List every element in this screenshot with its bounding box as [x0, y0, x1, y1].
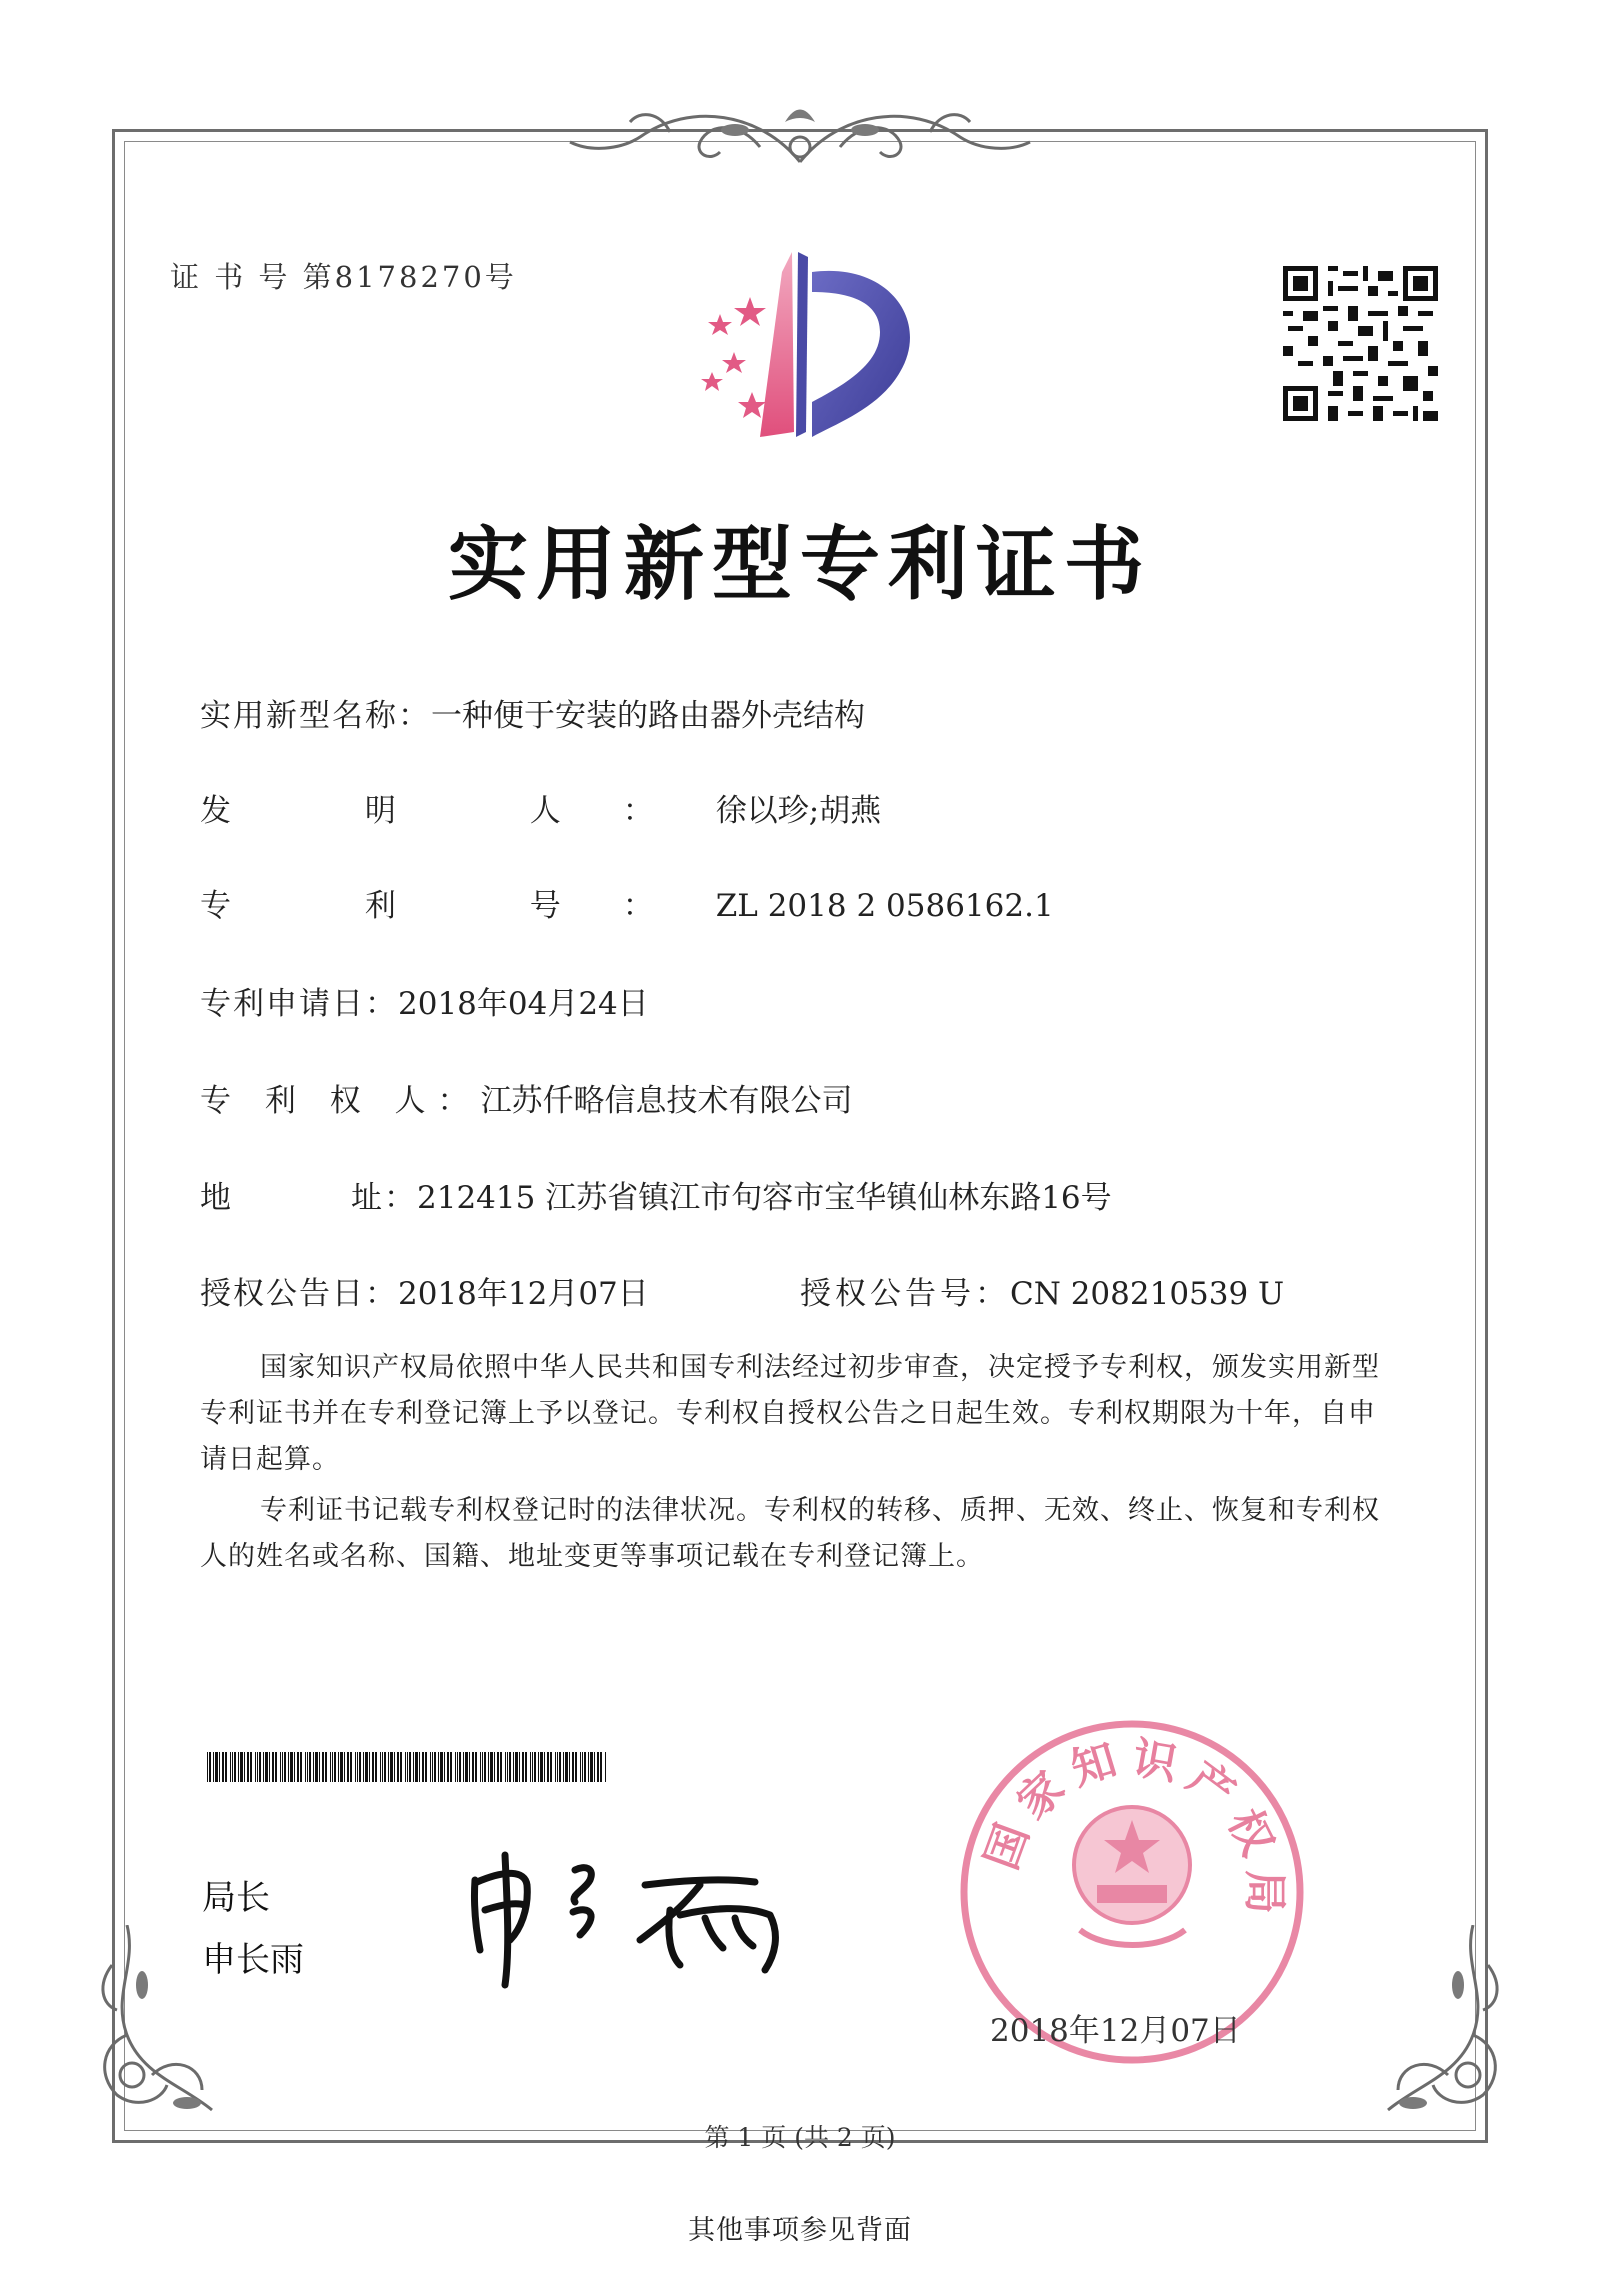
barcode-bar [434, 1752, 436, 1782]
application-date-row [200, 978, 649, 1023]
barcode-bar [225, 1752, 227, 1782]
application-date-value: 2018年04月24日 [398, 986, 649, 1022]
barcode-bar [244, 1752, 245, 1782]
barcode-bar [309, 1752, 311, 1782]
barcode-bar [319, 1752, 320, 1782]
publication-number-row [800, 1268, 1284, 1313]
barcode-bar [280, 1752, 281, 1782]
barcode-bar [234, 1752, 236, 1782]
barcode-bar [290, 1752, 293, 1782]
barcode-bar [222, 1752, 224, 1782]
barcode-bar [534, 1752, 536, 1782]
top-ornament [560, 92, 1040, 182]
barcode-bar [572, 1752, 574, 1782]
barcode-bar [432, 1752, 433, 1782]
barcode-bar [494, 1752, 495, 1782]
barcode-bar [365, 1752, 368, 1782]
seal-char: 局 [1239, 1870, 1290, 1914]
barcode-bar [407, 1752, 408, 1782]
barcode-bar [575, 1752, 577, 1782]
barcode-bar [505, 1752, 506, 1782]
barcode-bar [550, 1752, 552, 1782]
barcode-bar [215, 1752, 218, 1782]
barcode-bar [250, 1752, 252, 1782]
barcode-bar [600, 1752, 602, 1782]
barcode-bar [525, 1752, 527, 1782]
barcode-bar [282, 1752, 283, 1782]
barcode-bar [490, 1752, 493, 1782]
barcode-bar [497, 1752, 499, 1782]
barcode-bar [375, 1752, 377, 1782]
patentee-value: 江苏仟略信息技术有限公司 [480, 1083, 853, 1119]
barcode-bar [472, 1752, 474, 1782]
barcode-bar [322, 1752, 324, 1782]
barcode-bar [430, 1752, 431, 1782]
grant-date-row [200, 1268, 649, 1313]
inventor-label: 发 明 人： [200, 793, 716, 829]
barcode-bar [484, 1752, 486, 1782]
inventor-row [200, 785, 881, 830]
address-row [200, 1172, 1112, 1217]
barcode-bar [350, 1752, 352, 1782]
barcode-bar [213, 1752, 214, 1782]
barcode-bar [463, 1752, 464, 1782]
barcode-bar [563, 1752, 564, 1782]
barcode-bar [450, 1752, 452, 1782]
barcode-bar [444, 1752, 445, 1782]
barcode-bar [588, 1752, 589, 1782]
seal-char: 国 [976, 1817, 1040, 1877]
barcode-bar [559, 1752, 561, 1782]
barcode-bar [240, 1752, 243, 1782]
barcode-bar [232, 1752, 233, 1782]
patentee-row [200, 1075, 853, 1120]
barcode-bar [255, 1752, 256, 1782]
barcode-bar [334, 1752, 336, 1782]
director-signature [455, 1840, 815, 1990]
page-title: 实用新型专利证书 [448, 518, 1152, 611]
barcode-bar [422, 1752, 424, 1782]
patentee-label: 专 利 权 人： [200, 1083, 481, 1119]
address-value: 212415 江苏省镇江市句容市宝华镇仙林东路16号 [417, 1180, 1112, 1216]
barcode-bar [557, 1752, 558, 1782]
utility-model-name-row [200, 690, 865, 735]
seal-char: 产 [1178, 1752, 1244, 1820]
publication-number-value: CN 208210539 U [1010, 1276, 1285, 1312]
barcode-bar [263, 1752, 264, 1782]
barcode-bar [357, 1752, 358, 1782]
certificate-number: 证 书 号 第8178270号 [170, 260, 517, 294]
barcode-bar [540, 1752, 543, 1782]
grant-date-value: 2018年12月07日 [398, 1276, 649, 1312]
barcode-bar [382, 1752, 383, 1782]
director-name: 申长雨 [202, 1940, 304, 1980]
barcode-bar [409, 1752, 411, 1782]
barcode-bar [307, 1752, 308, 1782]
barcode-bar [363, 1752, 364, 1782]
page-number: 第 1 页 (共 2 页) [704, 2123, 896, 2152]
publication-number-label: 授权公告号： [800, 1276, 1010, 1312]
patent-number-value: ZL 2018 2 0586162.1 [715, 888, 1054, 924]
barcode-bar [582, 1752, 583, 1782]
barcode-bar [272, 1752, 274, 1782]
barcode-bar [413, 1752, 414, 1782]
barcode-bar [297, 1752, 299, 1782]
utility-model-name-label: 实用新型名称： [200, 698, 431, 734]
barcode-bar [419, 1752, 420, 1782]
barcode-bar [300, 1752, 302, 1782]
barcode-bar [355, 1752, 356, 1782]
barcode-bar [265, 1752, 268, 1782]
barcode-bar [332, 1752, 333, 1782]
application-date-label: 专利申请日： [200, 986, 398, 1022]
grant-date-label: 授权公告日： [200, 1276, 398, 1312]
patent-number-label: 专 利 号： [200, 888, 716, 924]
barcode-bar [522, 1752, 524, 1782]
barcode-bar [284, 1752, 286, 1782]
barcode-bar [230, 1752, 231, 1782]
barcode-bar [519, 1752, 520, 1782]
address-label-right: 址： [351, 1180, 417, 1216]
barcode-bar [369, 1752, 370, 1782]
barcode-bar [457, 1752, 458, 1782]
barcode-bar [238, 1752, 239, 1782]
barcode-bar [400, 1752, 402, 1782]
barcode-bar [288, 1752, 289, 1782]
barcode-bar [544, 1752, 545, 1782]
inventor-value: 徐以珍;胡燕 [715, 793, 882, 829]
barcode-bar [509, 1752, 511, 1782]
barcode-bar [569, 1752, 570, 1782]
barcode-bar [538, 1752, 539, 1782]
barcode-bar [325, 1752, 327, 1782]
barcode-bar [359, 1752, 361, 1782]
barcode-bar [440, 1752, 443, 1782]
seal-char: 权 [1217, 1801, 1284, 1864]
barcode-bar [305, 1752, 306, 1782]
barcode [207, 1752, 609, 1782]
barcode-bar [565, 1752, 568, 1782]
barcode-bar [390, 1752, 393, 1782]
barcode-bar [500, 1752, 502, 1782]
barcode-bar [415, 1752, 418, 1782]
corner-ornament-right [1338, 1925, 1508, 2125]
barcode-bar [475, 1752, 477, 1782]
barcode-bar [480, 1752, 481, 1782]
barcode-bar [209, 1752, 211, 1782]
barcode-bar [515, 1752, 518, 1782]
barcode-bar [465, 1752, 468, 1782]
barcode-bar [275, 1752, 277, 1782]
barcode-bar [315, 1752, 318, 1782]
barcode-bar [507, 1752, 508, 1782]
barcode-bar [338, 1752, 339, 1782]
barcode-bar [388, 1752, 389, 1782]
barcode-bar [580, 1752, 581, 1782]
barcode-bar [513, 1752, 514, 1782]
barcode-bar [532, 1752, 533, 1782]
barcode-bar [207, 1752, 208, 1782]
barcode-bar [257, 1752, 258, 1782]
barcode-bar [384, 1752, 386, 1782]
barcode-bar [469, 1752, 470, 1782]
barcode-bar [380, 1752, 381, 1782]
barcode-bar [547, 1752, 549, 1782]
barcode-bar [584, 1752, 586, 1782]
barcode-bar [597, 1752, 599, 1782]
barcode-bar [294, 1752, 295, 1782]
barcode-bar [555, 1752, 556, 1782]
barcode-bar [405, 1752, 406, 1782]
barcode-bar [340, 1752, 343, 1782]
seal-char: 家 [1007, 1761, 1075, 1830]
cnipa-emblem-icon [690, 252, 930, 447]
seal-char: 知 [1065, 1734, 1123, 1796]
footer-note: 其他事项参见背面 [688, 2215, 912, 2246]
grant-statement-paragraph: 国家知识产权局依照中华人民共和国专利法经过初步审查，决定授予专利权，颁发实用新型专利证书并在专利登记簿上予以登记。专利权自授权公告之日起生效。专利权期限为十年，自申请日起算。 [200, 1352, 1380, 1475]
barcode-bar [590, 1752, 593, 1782]
barcode-bar [269, 1752, 270, 1782]
barcode-bar [455, 1752, 456, 1782]
barcode-bar [488, 1752, 489, 1782]
barcode-bar [394, 1752, 395, 1782]
barcode-bar [605, 1752, 606, 1782]
barcode-bar [438, 1752, 439, 1782]
barcode-bar [219, 1752, 220, 1782]
barcode-bar [425, 1752, 427, 1782]
barcode-bar [459, 1752, 461, 1782]
barcode-bar [259, 1752, 261, 1782]
barcode-bar [313, 1752, 314, 1782]
barcode-bar [397, 1752, 399, 1782]
barcode-bar [447, 1752, 449, 1782]
address-label-left: 地 [200, 1180, 233, 1216]
barcode-bar [344, 1752, 345, 1782]
barcode-bar [594, 1752, 595, 1782]
utility-model-name-value: 一种便于安装的路由器外壳结构 [431, 698, 865, 734]
barcode-bar [330, 1752, 331, 1782]
director-title: 局长 [202, 1878, 270, 1918]
barcode-bar [482, 1752, 483, 1782]
patent-number-row [200, 880, 1054, 925]
qr-code [1283, 266, 1438, 421]
barcode-bar [347, 1752, 349, 1782]
seal-char: 识 [1128, 1732, 1182, 1791]
barcode-bar [372, 1752, 374, 1782]
barcode-bar [247, 1752, 249, 1782]
seal-date: 2018年12月07日 [990, 2013, 1241, 2049]
barcode-bar [530, 1752, 531, 1782]
legal-status-paragraph: 专利证书记载专利权登记时的法律状况。专利权的转移、质押、无效、终止、恢复和专利权人的姓名或名称、国籍、地址变更等事项记载在专利登记簿上。 [200, 1495, 1380, 1572]
